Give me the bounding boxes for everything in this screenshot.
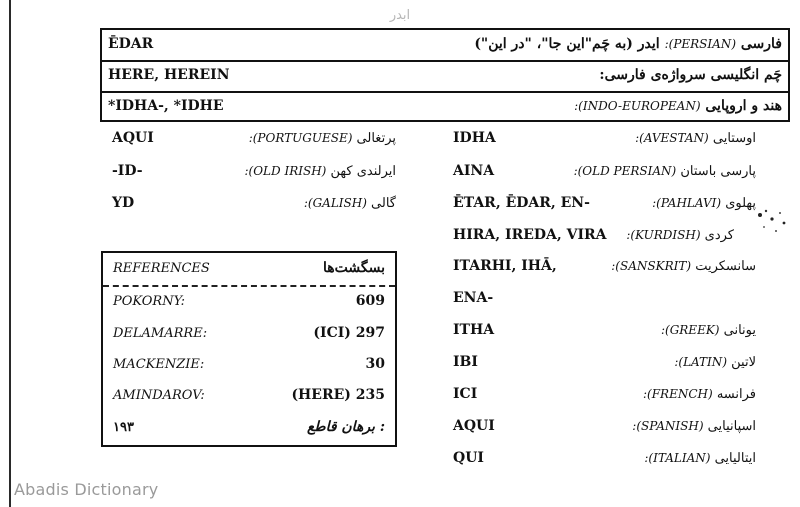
cognate-language: پهلوی (PAHLAVI): [652, 196, 756, 211]
cognate-term: ENA- [453, 290, 494, 306]
cognate-term: ITHA [453, 322, 495, 338]
header-latin: ĒDAR [108, 36, 154, 52]
scan-speckle [752, 205, 792, 245]
reference-row: POKORNY: 609 [113, 293, 385, 309]
references-title-fa: بسگشت‌ها [322, 260, 385, 276]
cognate-language: ایرلندی کهن (OLD IRISH): [244, 164, 396, 179]
cognate-term: ICI [453, 386, 478, 402]
cognate-term: AQUI [112, 130, 154, 146]
scan-edge [9, 0, 11, 507]
header-latin: *IDHA-, *IDHE [108, 98, 224, 114]
header-persian: فارسی (PERSIAN): ایدر (به چَم"این جا"، "در این") [474, 36, 782, 52]
cognate-term: HIRA, IREDA, VIRA [453, 227, 607, 243]
cognate-language: یونانی (GREEK): [660, 323, 756, 338]
cognate-term: IBI [453, 354, 478, 370]
reference-row: AMINDAROV: (HERE) 235 [113, 387, 385, 403]
header-latin: HERE, HEREIN [108, 67, 230, 83]
references-header [103, 253, 395, 287]
header-persian: چَم انگلیسی سرواژه‌ی فارسی: [599, 67, 782, 83]
cognate-language: کردی (KURDISH): [626, 228, 734, 243]
cognate-term: -ID- [112, 163, 143, 179]
cognate-language: پارسی باستان (OLD PERSIAN): [573, 164, 756, 179]
watermark-title: ابدر [389, 8, 411, 23]
cognate-term: ITARHI, IHĀ, [453, 258, 557, 274]
cognate-language: فرانسه (FRENCH): [642, 387, 756, 402]
cognate-language: لاتین (LATIN): [674, 355, 756, 370]
reference-row: ۱۹۳ برهان قاطع : [113, 419, 385, 435]
cognate-language: سانسکریت (SANSKRIT): [611, 259, 756, 274]
reference-row: DELAMARRE: (ICI) 297 [113, 325, 385, 341]
cognate-language: گالی (GALISH): [303, 196, 396, 211]
cognate-term: ĒTAR, ĒDAR, EN- [453, 195, 590, 211]
header-row-english [102, 61, 788, 93]
cognate-term: AQUI [453, 418, 495, 434]
references-title-en: REFERENCES [113, 261, 210, 276]
cognate-term: YD [112, 195, 135, 211]
header-row-persian [102, 30, 788, 62]
header-persian: هند و اروپایی (INDO-EUROPEAN): [574, 98, 782, 114]
cognate-language: اوستایی (AVESTAN): [635, 131, 756, 146]
header-table [100, 28, 790, 122]
cognate-term: QUI [453, 450, 484, 466]
reference-row: MACKENZIE: 30 [113, 356, 385, 372]
cognate-language: ایتالیایی (ITALIAN): [644, 451, 756, 466]
cognate-term: IDHA [453, 130, 496, 146]
cognate-term: AINA [453, 163, 495, 179]
cognate-language: اسپانیایی (SPANISH): [632, 419, 756, 434]
header-row-indoeuropean [102, 92, 788, 122]
footer-brand: Abadis Dictionary [14, 480, 159, 499]
references-box [101, 251, 397, 447]
cognate-language: پرتغالی (PORTUGUESE): [248, 131, 396, 146]
